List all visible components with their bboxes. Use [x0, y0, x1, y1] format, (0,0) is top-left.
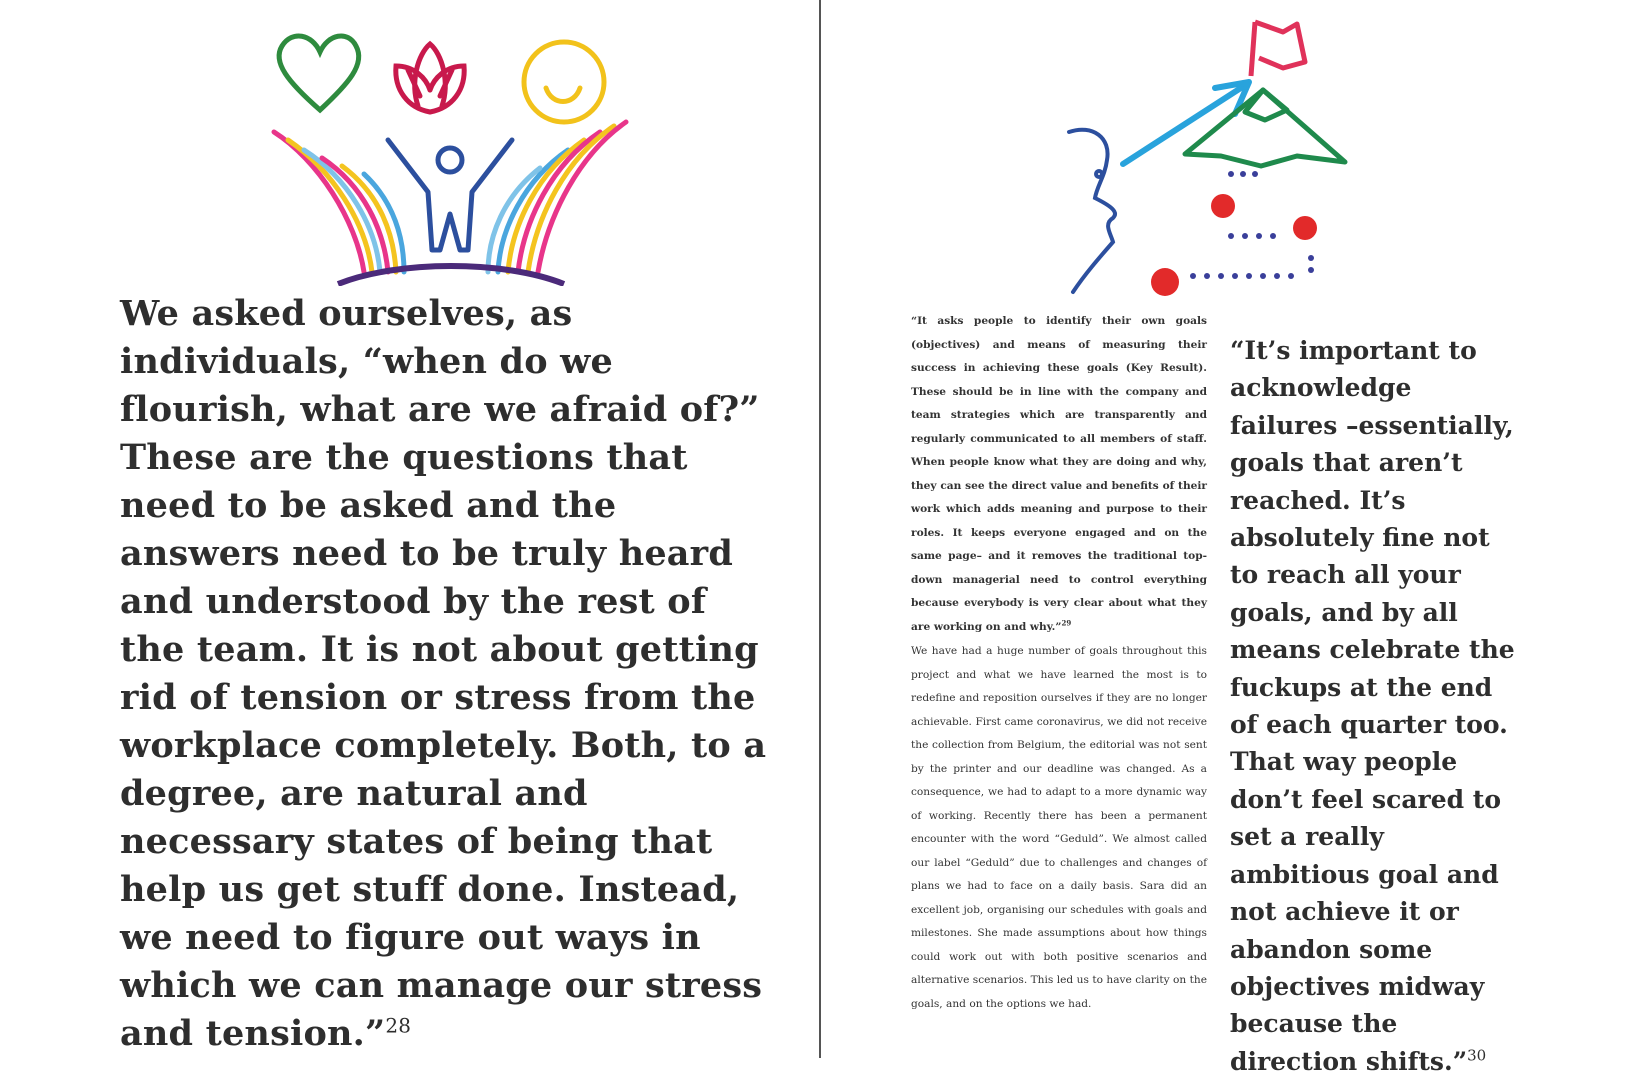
main-quote-text: We asked ourselves, as individuals, “when do we flourish, what are we afraid of?” These are the questions that need to be asked and the answers need to be truly heard and understood by the rest of the team. It is not about getting rid of tension or stress from the workplace completely. Both, to a degree, are natural and necessary states of being that help us get stuff done. Instead, we need to figure out ways in which we can manage our stress and tension.”	[120, 293, 767, 1054]
flag-icon	[1251, 22, 1305, 76]
body-paragraph: We have had a huge number of goals throughout this project and what we have learned the most is to redefine and reposition ourselves if they are no longer achievable. First came coronavirus, we did not receive the collection from Belgium, the editorial was not sent by the printer and our deadline was changed. As a consequence, we had to adapt to a more dynamic way of working. Recently there has been a permanent encounter with the word “Geduld”. We almost called our label “Geduld” due to challenges and changes of plans we had to face on a daily basis. Sara did an excellent job, organising our schedules with goals and milestones. She made assumptions about how things could work out with both positive scenarios and alternative scenarios. This led us to have clarity on the goals, and on the options we had.	[911, 645, 1207, 1010]
dotted-path-icon	[1151, 171, 1317, 296]
rainbow-icon	[274, 122, 626, 272]
side-quote	[1230, 332, 1520, 1080]
okr-quote-text: “It asks people to identify their own goals (objectives) and means of measuring their success in achieving these goals (Key Result). These should be in line with the company and team strategies which are transparently and regularly communicated to all members of staff. When people know what they are doing and why, they can see the direct value and benefits of their work which adds meaning and purpose to their roles. It keeps everyone engaged and on the same page– and it removes the traditional top-down managerial need to control everything because everybody is very clear about what they are working on and why.”	[911, 315, 1207, 633]
face-profile-icon	[1069, 130, 1115, 292]
goals-illustration	[1055, 14, 1365, 308]
side-quote-text: “It’s important to acknowledge failures –essentially, goals that aren’t reached. It’s absolutely fine not to reach all your goals, and by all means celebrate the fuckups at the end of each quarter too. That way people don’t feel scared to set a really ambitious goal and not achieve it or abandon some objectives midway because the direction shifts.”	[1230, 336, 1515, 1076]
mountain-icon	[1185, 90, 1345, 166]
footnote-30: 30	[1467, 1046, 1487, 1065]
footnote-28: 28	[385, 1013, 412, 1038]
main-quote	[120, 290, 780, 1058]
heart-icon	[279, 36, 359, 110]
flourish-illustration	[268, 10, 630, 286]
smiley-icon	[524, 42, 604, 122]
footnote-29: 29	[1061, 617, 1072, 627]
okr-quote-paragraph	[911, 310, 1207, 639]
tulip-icon	[396, 44, 464, 112]
